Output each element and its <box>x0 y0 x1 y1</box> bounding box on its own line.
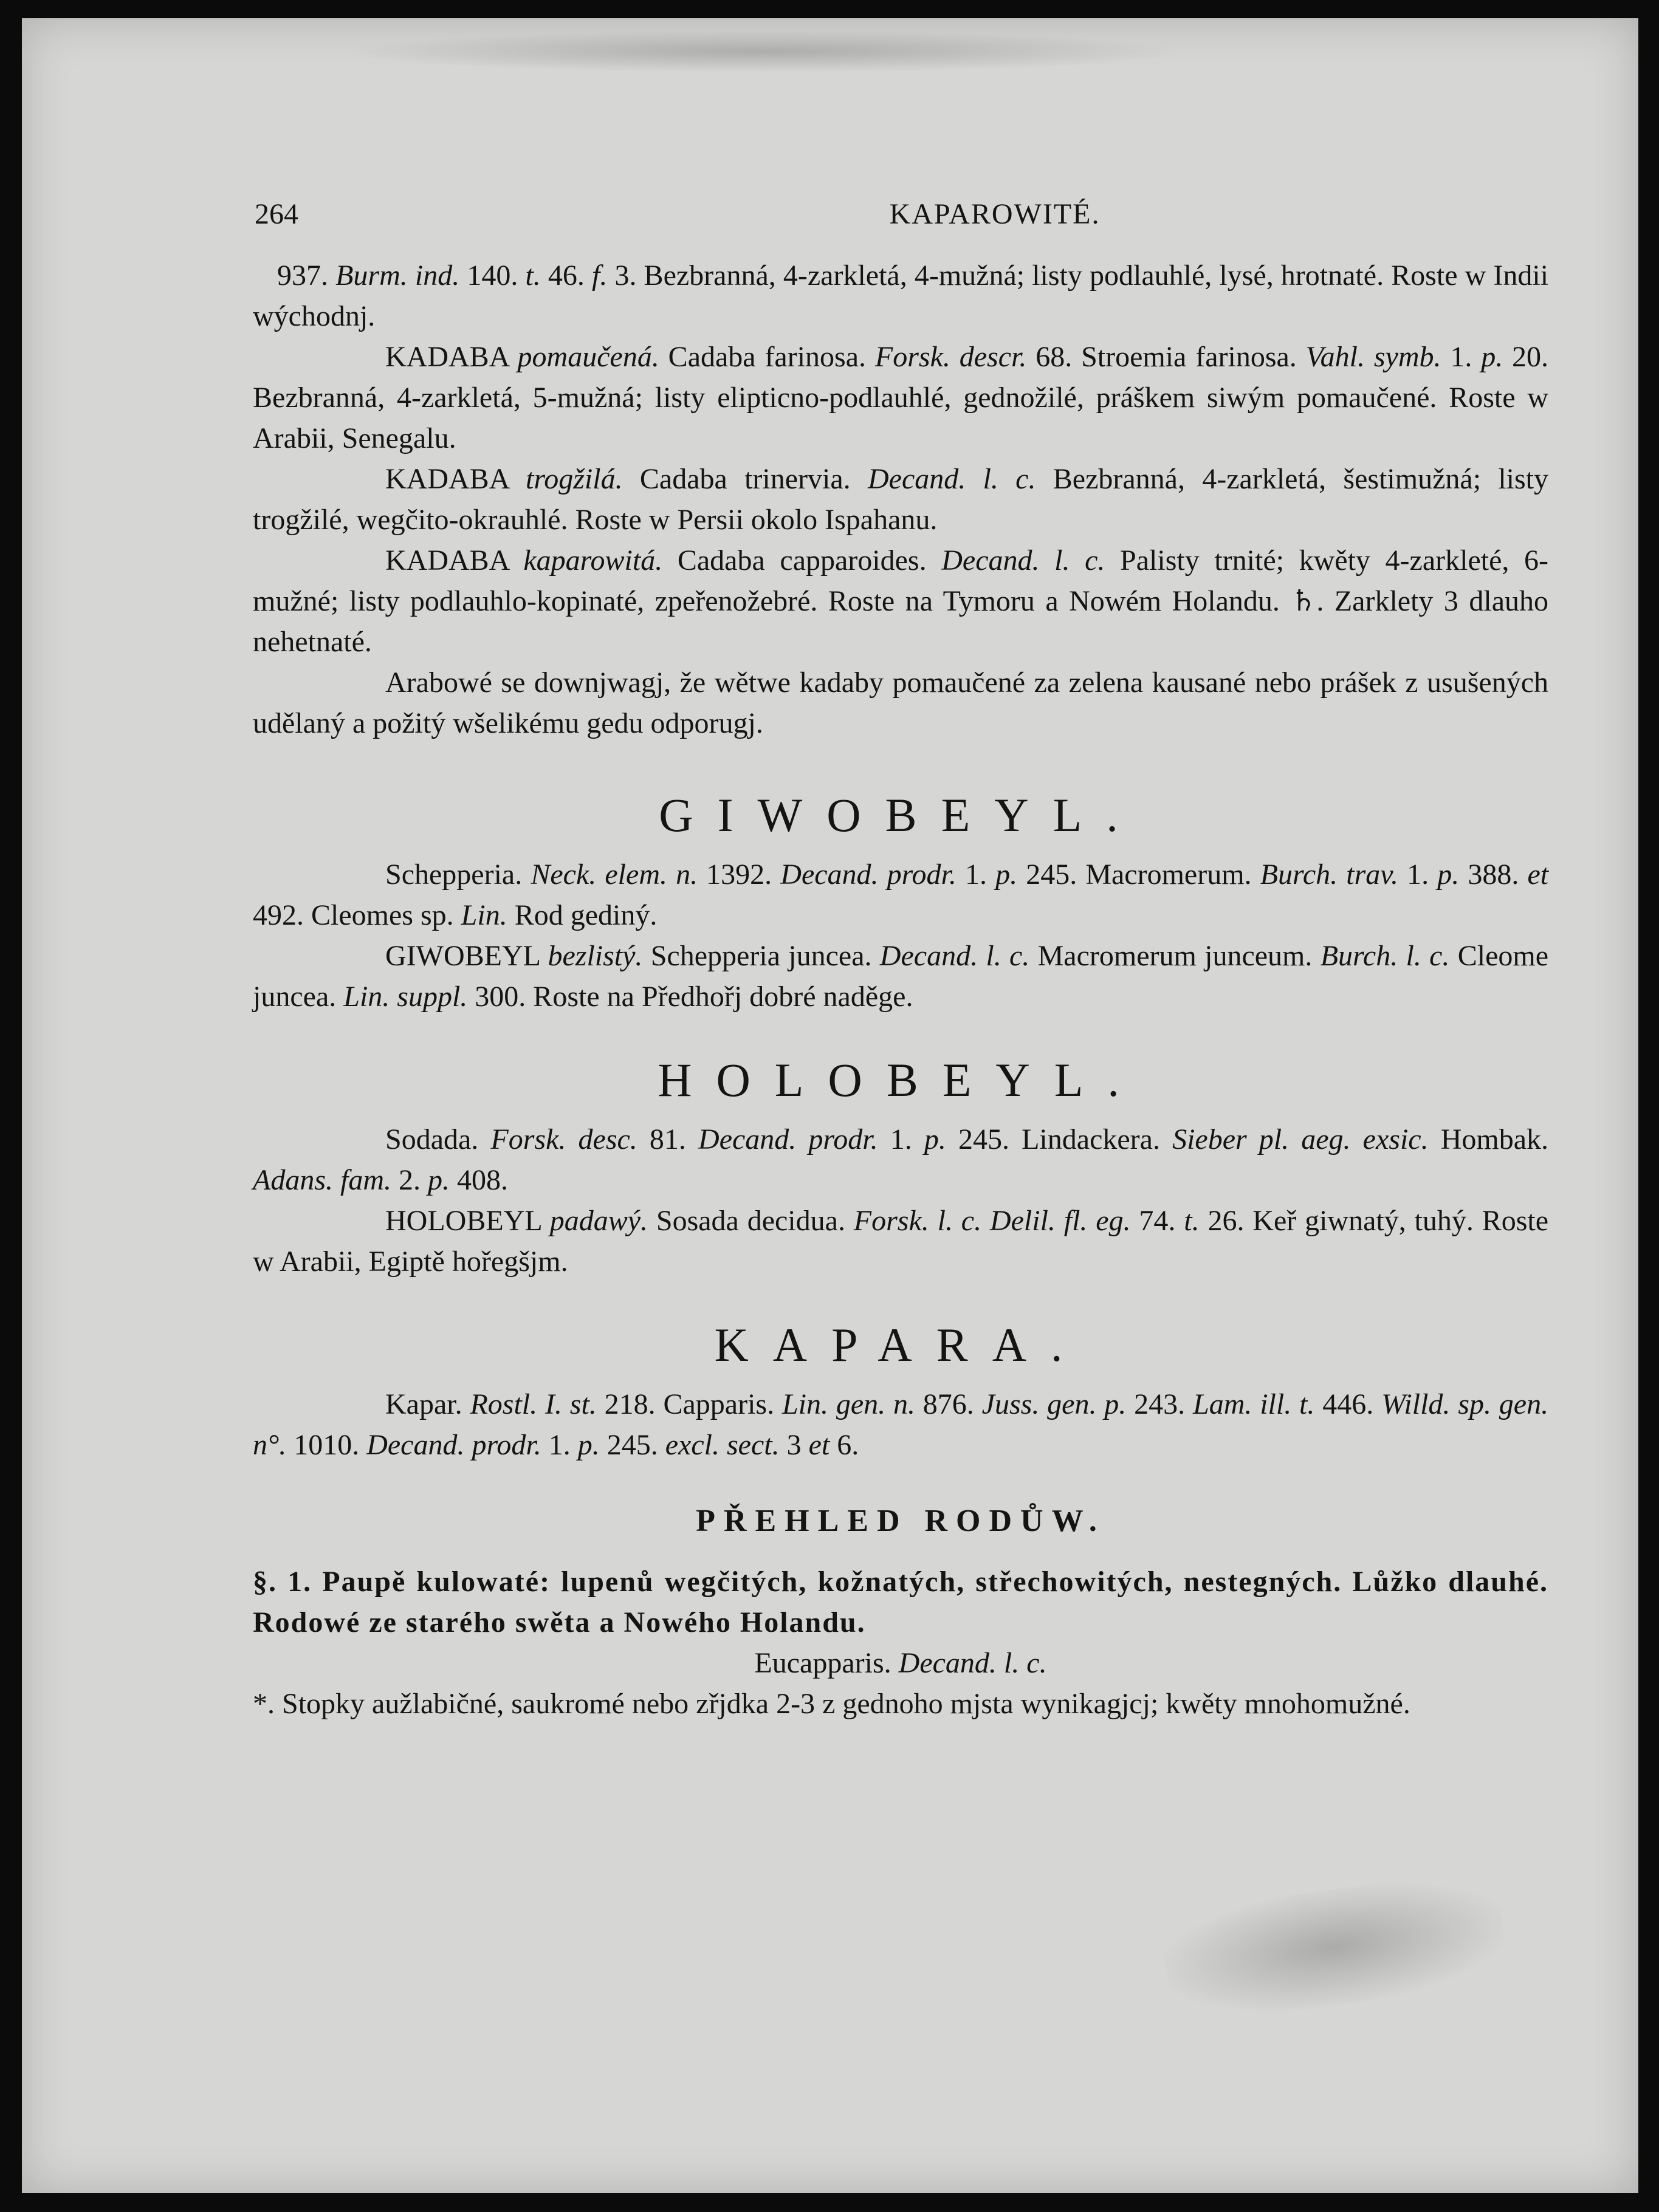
running-title: KAPAROWITÉ. <box>889 198 1101 230</box>
kadaba-pomaucena-paragraph: KADABA pomaučená. Cadaba farinosa. Forsk. descr. 68. Stroemia farinosa. Vahl. symb. 1. p. 20. Bezbranná, 4-zarkletá, 5-mužná; listy elipticno-podlauhlé, gednožilé, práškem siwým pomaučené. Roste w Arabii, Senegalu. <box>253 341 1549 454</box>
holobeyl-synonyms-paragraph: Sodada. Forsk. desc. 81. Decand. prodr. 1. p. 245. Lindackera. Sieber pl. aeg. exsic. Hombak. Adans. fam. 2. p. 408. <box>253 1123 1549 1196</box>
kapara-synonyms-paragraph: Kapar. Rostl. I. st. 218. Capparis. Lin. gen. n. 876. Juss. gen. p. 243. Lam. ill. t. 446. Willd. sp. gen. n°. 1010. Decand. prodr. 1. p. 245. excl. sect. 3 et 6. <box>253 1388 1549 1461</box>
kadaba-kaparowita-paragraph: KADABA kaparowitá. Cadaba capparoides. Decand. l. c. Palisty trnité; kwěty 4-zarkleté, 6-mužné; listy podlauhlo-kopinaté, zpeřenožebré. Roste na Tymoru a Nowém Holandu. ♄. Zarklety 3 dlauho nehetnaté. <box>253 544 1548 658</box>
page-number: 264 <box>255 198 298 230</box>
overview-title: PŘEHLED RODŮW. <box>696 1504 1105 1538</box>
print-smudge-top <box>338 30 1189 73</box>
section-1-paragraph: §. 1. Paupě kulowaté: lupenů wegčitých, kožnatých, střechowitých, nestegných. Lůžko dlauhé. Rodowé ze starého swěta a Nowého Holandu. <box>253 1566 1548 1638</box>
page-content <box>253 255 1548 1724</box>
page-header <box>255 197 1547 246</box>
giwobeyl-bezlisty-paragraph: GIWOBEYL bezlistý. Schepperia juncea. Decand. l. c. Macromerum junceum. Burch. l. c. Cleome juncea. Lin. suppl. 300. Roste na Předhořj dobré naděge. <box>253 940 1549 1013</box>
giwobeyl-synonyms-paragraph: Schepperia. Neck. elem. n. 1392. Decand. prodr. 1. p. 245. Macromerum. Burch. trav. 1. p. 388. et 492. Cleomes sp. Lin. Rod gediný. <box>253 858 1549 931</box>
ink-smudge <box>1158 1866 1511 2028</box>
arabowe-paragraph: Arabowé se downjwagj, že wětwe kadaby pomaučené za zelena kausané nebo prášek z usušených udělaný a požitý wšelikému gedu odporugj. <box>253 666 1548 739</box>
genus-title-kapara: KAPARA. <box>714 1318 1087 1371</box>
kadaba-paragraph-1: 937. Burm. ind. 140. t. 46. f. 3. Bezbranná, 4-zarkletá, 4-mužná; listy podlauhlé, lysé, hrotnaté. Roste w Indii wýchodnj. <box>253 259 1549 332</box>
book-page <box>22 18 1638 2193</box>
genus-title-giwobeyl: GIWOBEYL. <box>659 789 1142 841</box>
eucapparis-line: Eucapparis. Decand. l. c. <box>754 1647 1047 1679</box>
genus-title-holobeyl: HOLOBEYL. <box>658 1053 1144 1106</box>
star-subsection-paragraph: *. Stopky aužlabičné, saukromé nebo zřjdka 2-3 z gednoho mjsta wynikagjcj; kwěty mnohomužné. <box>253 1688 1410 1720</box>
kadaba-trogzila-paragraph: KADABA trogžilá. Cadaba trinervia. Decand. l. c. Bezbranná, 4-zarkletá, šestimužná; listy trogžilé, wegčito-okrauhlé. Roste w Persii okolo Ispahanu. <box>253 463 1549 536</box>
holobeyl-padawy-paragraph: HOLOBEYL padawý. Sosada decidua. Forsk. l. c. Delil. fl. eg. 74. t. 26. Keř giwnatý, tuhý. Roste w Arabii, Egiptě hořegšjm. <box>253 1205 1549 1278</box>
